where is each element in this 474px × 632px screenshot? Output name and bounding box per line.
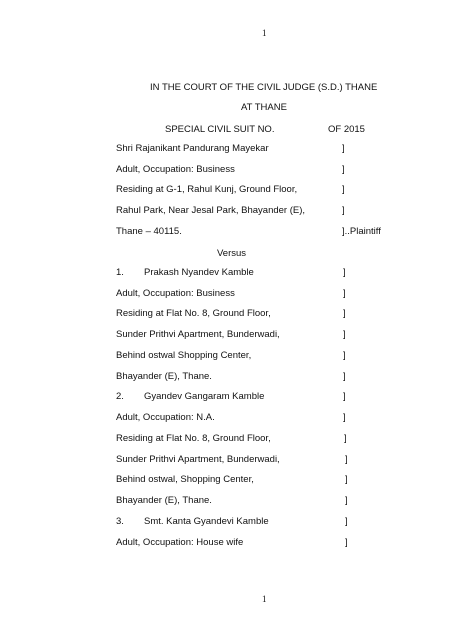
plaintiff-line [116, 184, 416, 198]
bracket: ] [343, 391, 346, 402]
defendant-number: 3. [116, 516, 124, 527]
defendant-line-text: Bhayander (E), Thane. [116, 371, 212, 382]
plaintiff-line [116, 164, 416, 178]
plaintiff-line [116, 143, 416, 157]
defendant-name: Prakash Nyandev Kamble [144, 267, 254, 278]
versus-label: Versus [217, 248, 247, 259]
court-place: AT THANE [241, 102, 287, 113]
bracket: ] [342, 164, 345, 175]
defendant-name-line [116, 516, 416, 530]
bracket: ] [345, 537, 348, 548]
plaintiff-line-text: Shri Rajanikant Pandurang Mayekar [116, 143, 269, 154]
page-number-bottom: 1 [262, 594, 267, 604]
defendant-name: Gyandev Gangaram Kamble [144, 391, 265, 402]
defendant-line [116, 495, 416, 509]
plaintiff-line [116, 226, 416, 240]
defendant-line [116, 537, 416, 551]
defendant-line-text: Residing at Flat No. 8, Ground Floor, [116, 433, 271, 444]
defendant-line [116, 412, 416, 426]
bracket: ] [343, 329, 346, 340]
defendant-number: 1. [116, 267, 124, 278]
plaintiff-bracket: ]..Plaintiff [342, 226, 381, 237]
defendant-line [116, 288, 416, 302]
defendant-line [116, 329, 416, 343]
defendant-line [116, 454, 416, 468]
bracket: ] [345, 454, 348, 465]
defendant-number: 2. [116, 391, 124, 402]
defendant-line-text: Behind ostwal Shopping Center, [116, 350, 252, 361]
bracket: ] [345, 474, 348, 485]
defendant-line-text: Sunder Prithvi Apartment, Bunderwadi, [116, 454, 280, 465]
defendant-line-text: Adult, Occupation: N.A. [116, 412, 215, 423]
defendant-line [116, 308, 416, 322]
plaintiff-line-text: Adult, Occupation: Business [116, 164, 235, 175]
suit-year: OF 2015 [328, 124, 365, 135]
bracket: ] [345, 516, 348, 527]
bracket: ] [344, 433, 347, 444]
bracket: ] [343, 267, 346, 278]
page-number-top: 1 [262, 28, 267, 38]
suit-label: SPECIAL CIVIL SUIT NO. [165, 124, 275, 135]
defendant-line [116, 350, 416, 364]
defendant-line [116, 474, 416, 488]
plaintiff-line-text: Residing at G-1, Rahul Kunj, Ground Floor, [116, 184, 298, 195]
plaintiff-line [116, 205, 416, 219]
bracket: ] [343, 288, 346, 299]
defendant-line-text: Behind ostwal, Shopping Center, [116, 474, 254, 485]
bracket: ] [343, 308, 346, 319]
plaintiff-line-text: Rahul Park, Near Jesal Park, Bhayander (E), [116, 205, 306, 216]
defendant-name-line [116, 391, 416, 405]
bracket: ] [342, 143, 345, 154]
defendant-line-text: Bhayander (E), Thane. [116, 495, 212, 506]
bracket: ] [343, 412, 346, 423]
defendant-line-text: Adult, Occupation: Business [116, 288, 235, 299]
bracket: ] [345, 495, 348, 506]
bracket: ] [343, 350, 346, 361]
court-heading: IN THE COURT OF THE CIVIL JUDGE (S.D.) THANE [150, 82, 378, 93]
defendant-line-text: Sunder Prithvi Apartment, Bunderwadi, [116, 329, 280, 340]
plaintiff-line-text: Thane – 40115. [116, 226, 182, 237]
bracket: ] [342, 184, 345, 195]
defendant-line [116, 433, 416, 447]
bracket: ] [342, 205, 345, 216]
defendant-line [116, 371, 416, 385]
defendant-line-text: Adult, Occupation: House wife [116, 537, 244, 548]
defendant-name: Smt. Kanta Gyandevi Kamble [144, 516, 269, 527]
defendant-name-line [116, 267, 416, 281]
defendant-line-text: Residing at Flat No. 8, Ground Floor, [116, 308, 271, 319]
bracket: ] [343, 371, 346, 382]
